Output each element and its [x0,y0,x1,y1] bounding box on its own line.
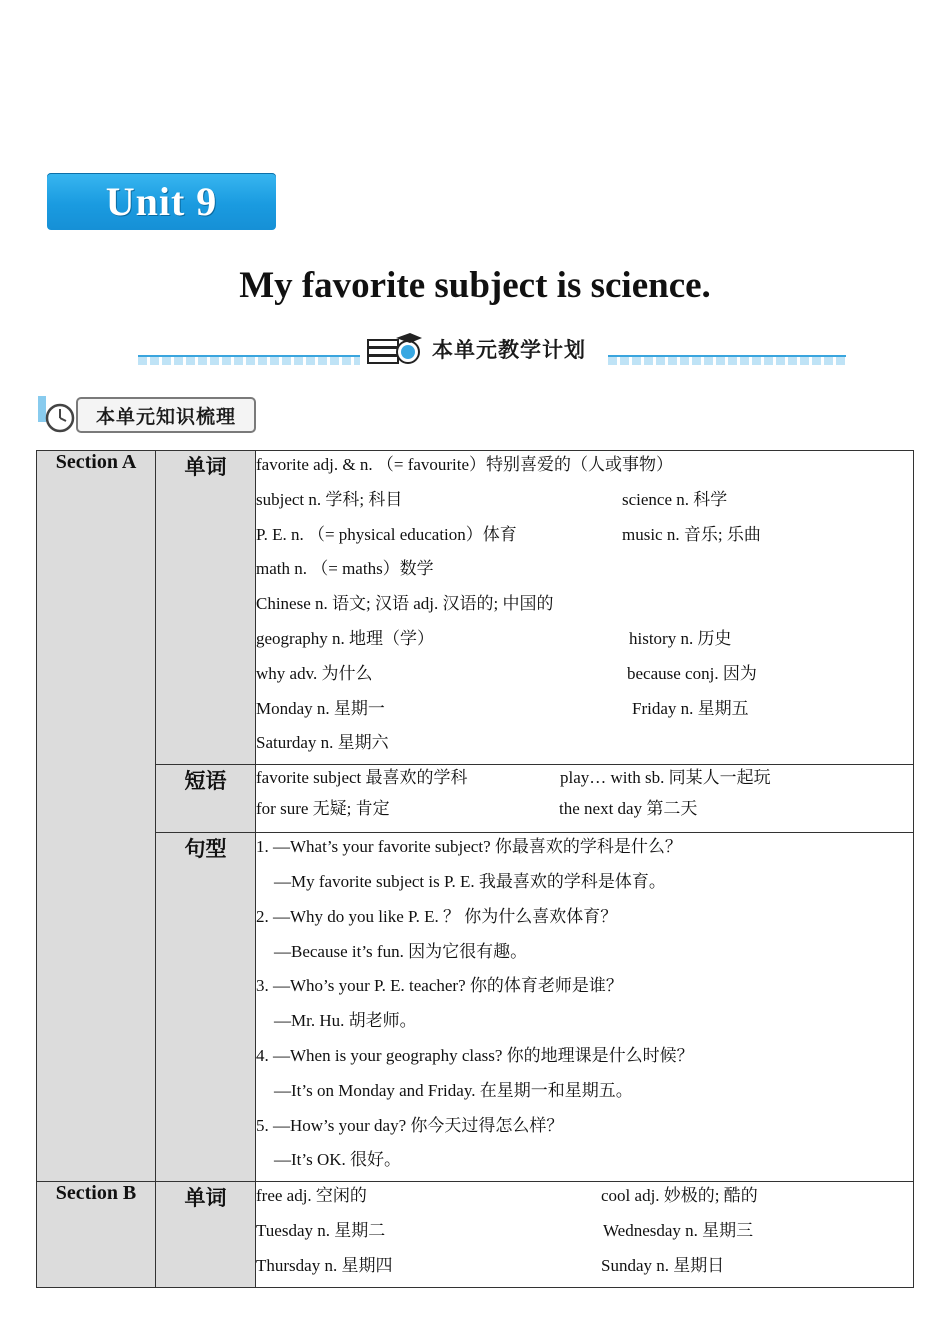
list-item: Tuesday n. 星期二 Wednesday n. 星期三 [256,1220,754,1240]
list-item: why adv. 为什么 because conj. 因为 [256,663,757,683]
list-item: favorite subject 最喜欢的学科 play… with sb. 同某人一起玩 [256,768,771,788]
list-item: for sure 无疑; 肯定 the next day 第二天 [256,799,698,819]
knowledge-table [36,450,914,1288]
phrases-a-list [256,765,914,833]
list-item: 1. —What’s your favorite subject? 你最喜欢的学科是什么？ [256,837,682,857]
words-b-list [256,1182,914,1287]
table-row [37,451,914,765]
list-item: 2. —Why do you like P. E. ？ 你为什么喜欢体育？ [256,906,618,926]
category-words-a: 单词 [156,451,256,765]
sentences-a-list [256,833,914,1182]
unit-badge [47,173,276,230]
category-words-b: 单词 [156,1182,256,1287]
knowledge-summary-text: 本单元知识梳理 [95,405,236,428]
knowledge-summary-label [36,390,258,434]
banner-heading: 本单元教学计划 [432,338,586,362]
list-item: Chinese n. 语文; 汉语 adj. 汉语的; 中国的 [256,594,554,614]
list-item: Thursday n. 星期四 Sunday n. 星期日 [256,1255,725,1275]
teaching-plan-banner [138,328,846,372]
list-item: 4. —When is your geography class? 你的地理课是什么时候？ [256,1045,694,1065]
section-b-cell: Section B [37,1182,156,1287]
section-a-cell: Section A [37,451,156,1182]
list-item: —My favorite subject is P. E. 我最喜欢的学科是体育。 [274,871,666,891]
list-item: free adj. 空闲的 cool adj. 妙极的; 酷的 [256,1186,758,1206]
list-item: 3. —Who’s your P. E. teacher? 你的体育老师是谁？ [256,976,623,996]
list-item: P. E. n. （= physical education）体育 music n. 音乐; 乐曲 [256,524,761,544]
table-row [37,1182,914,1287]
table-row [37,833,914,1182]
list-item: —It’s on Monday and Friday. 在星期一和星期五。 [274,1080,633,1100]
list-item: —It’s OK. 很好。 [274,1150,402,1170]
books-graduate-icon [366,330,424,370]
banner-divider-right [608,355,846,365]
table-row [37,765,914,833]
unit-badge-text: Unit 9 [105,179,218,224]
page-title: My favorite subject is science. [239,265,711,306]
list-item: —Mr. Hu. 胡老师。 [274,1011,417,1031]
list-item: subject n. 学科; 科目 science n. 科学 [256,489,728,509]
banner-divider-left [138,355,360,365]
list-item: geography n. 地理（学） history n. 历史 [256,628,732,648]
list-item: math n. （= maths）数学 [256,559,434,579]
list-item: 5. —How’s your day? 你今天过得怎么样？ [256,1115,564,1135]
list-item: Saturday n. 星期六 [256,733,389,753]
list-item: —Because it’s fun. 因为它很有趣。 [274,941,528,961]
category-sentences-a: 句型 [156,833,256,1182]
category-phrases-a: 短语 [156,765,256,833]
knowledge-summary-box [76,397,256,433]
list-item: Monday n. 星期一 Friday n. 星期五 [256,698,749,718]
words-a-list [256,451,914,765]
clock-icon [36,394,76,434]
list-item: favorite adj. & n. （= favourite）特别喜爱的（人或事物） [256,455,674,474]
